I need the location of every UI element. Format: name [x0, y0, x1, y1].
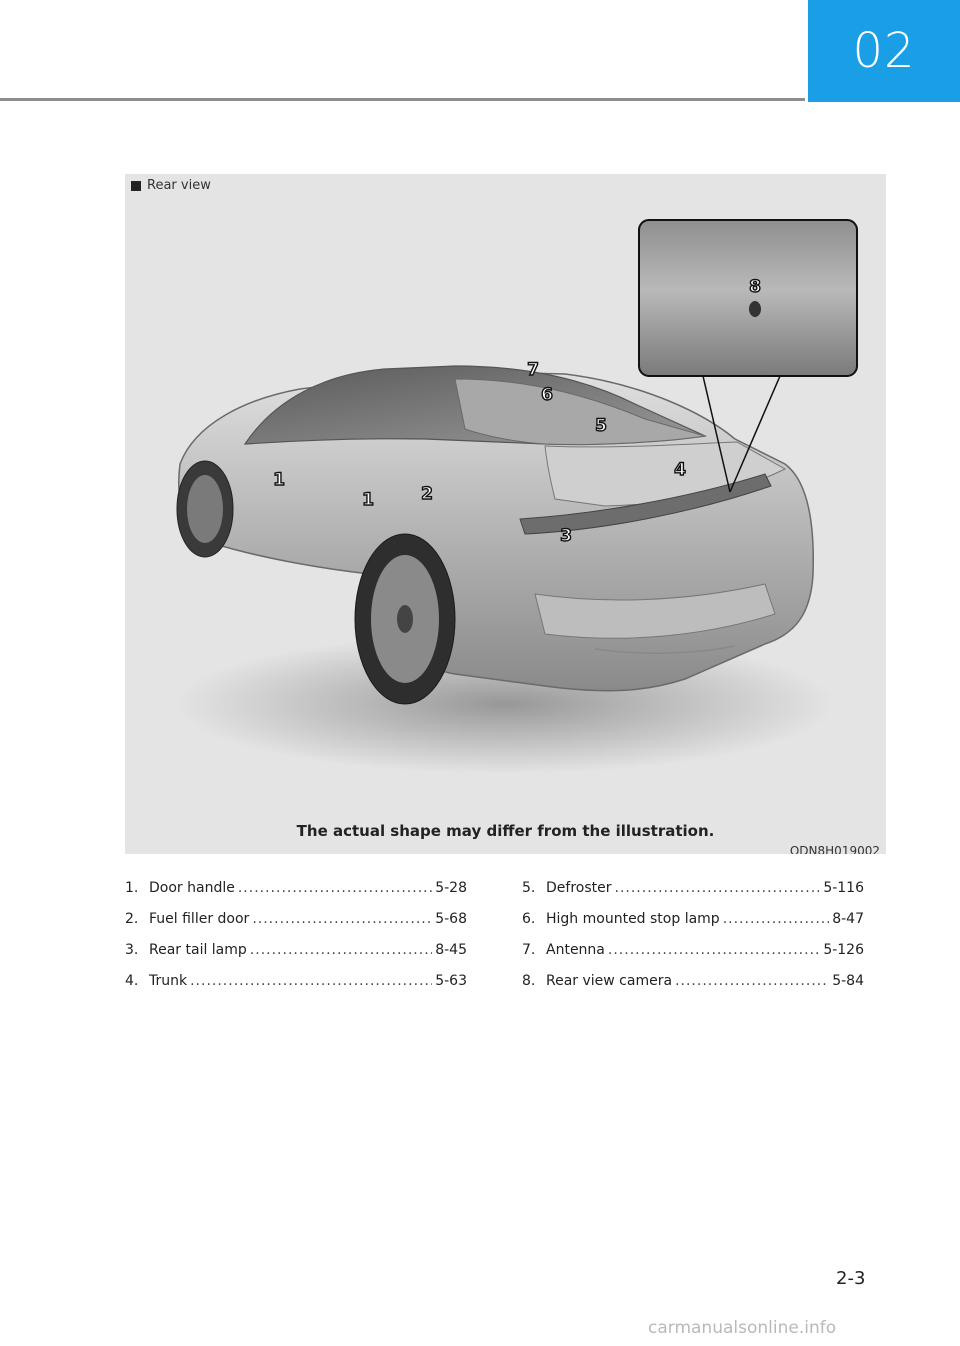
item-page: 5-116: [823, 880, 864, 896]
item-label: Defroster: [546, 880, 612, 896]
car-illustration: [125, 174, 886, 854]
item-page: 5-28: [435, 880, 467, 896]
item-number: 1.: [125, 880, 139, 896]
page-number: 2-3: [836, 1268, 866, 1289]
list-item: [125, 911, 467, 942]
item-number: 6.: [522, 911, 536, 927]
figure-code: ODN8H019002: [789, 844, 880, 854]
item-number: 4.: [125, 973, 139, 989]
item-number: 3.: [125, 942, 139, 958]
item-page: 5-63: [435, 973, 467, 989]
item-page: 8-47: [832, 911, 864, 927]
callout-number-1: 1: [273, 470, 285, 490]
list-item: [125, 880, 467, 911]
callout-number-2: 2: [421, 484, 433, 504]
list-item: [522, 942, 864, 973]
callout-number-6: 6: [541, 385, 553, 405]
chapter-tab: [808, 0, 960, 102]
list-item: [522, 880, 864, 911]
item-number: 2.: [125, 911, 139, 927]
item-label: Rear tail lamp: [149, 942, 247, 958]
callout-number-8: 8: [749, 277, 761, 297]
figure-note: The actual shape may differ from the illustration.: [296, 822, 715, 840]
list-item: [125, 973, 467, 1004]
item-number: 8.: [522, 973, 536, 989]
leader-dots: [723, 911, 830, 927]
camera-lens: [749, 301, 761, 317]
item-label: Antenna: [546, 942, 605, 958]
rear-view-figure: [125, 174, 886, 854]
camera-inset: [639, 220, 857, 376]
list-item: [522, 973, 864, 1004]
header-rule: [0, 98, 805, 101]
item-label: Trunk: [149, 973, 188, 989]
item-page: 8-45: [435, 942, 467, 958]
callout-number-7: 7: [527, 360, 539, 380]
chapter-number: 02: [852, 23, 916, 79]
item-label: Rear view camera: [546, 973, 673, 989]
item-page: 5-84: [832, 973, 864, 989]
item-number: 7.: [522, 942, 536, 958]
leader-dots: [250, 942, 432, 958]
callout-number-5: 5: [595, 416, 607, 436]
callout-number-3: 3: [560, 526, 572, 546]
item-number: 5.: [522, 880, 536, 896]
leader-dots: [238, 880, 432, 896]
leader-dots: [252, 911, 432, 927]
item-label: Door handle: [149, 880, 235, 896]
item-label: Fuel filler door: [149, 911, 250, 927]
figure-title-text: Rear view: [147, 178, 211, 193]
leader-dots: [608, 942, 820, 958]
leader-dots: [190, 973, 432, 989]
rear-wheel-hub: [397, 605, 413, 633]
callout-number-1: 1: [362, 490, 374, 510]
watermark: carmanualsonline.info: [648, 1318, 837, 1338]
item-list-right: [522, 880, 864, 1004]
callout-number-4: 4: [674, 460, 686, 480]
item-page: 5-68: [435, 911, 467, 927]
item-label: High mounted stop lamp: [546, 911, 720, 927]
leader-dots: [675, 973, 829, 989]
front-wheel-rim: [187, 475, 223, 543]
leader-dots: [615, 880, 821, 896]
item-list-left: [125, 880, 467, 1004]
list-item: [522, 911, 864, 942]
list-item: [125, 942, 467, 973]
item-page: 5-126: [823, 942, 864, 958]
